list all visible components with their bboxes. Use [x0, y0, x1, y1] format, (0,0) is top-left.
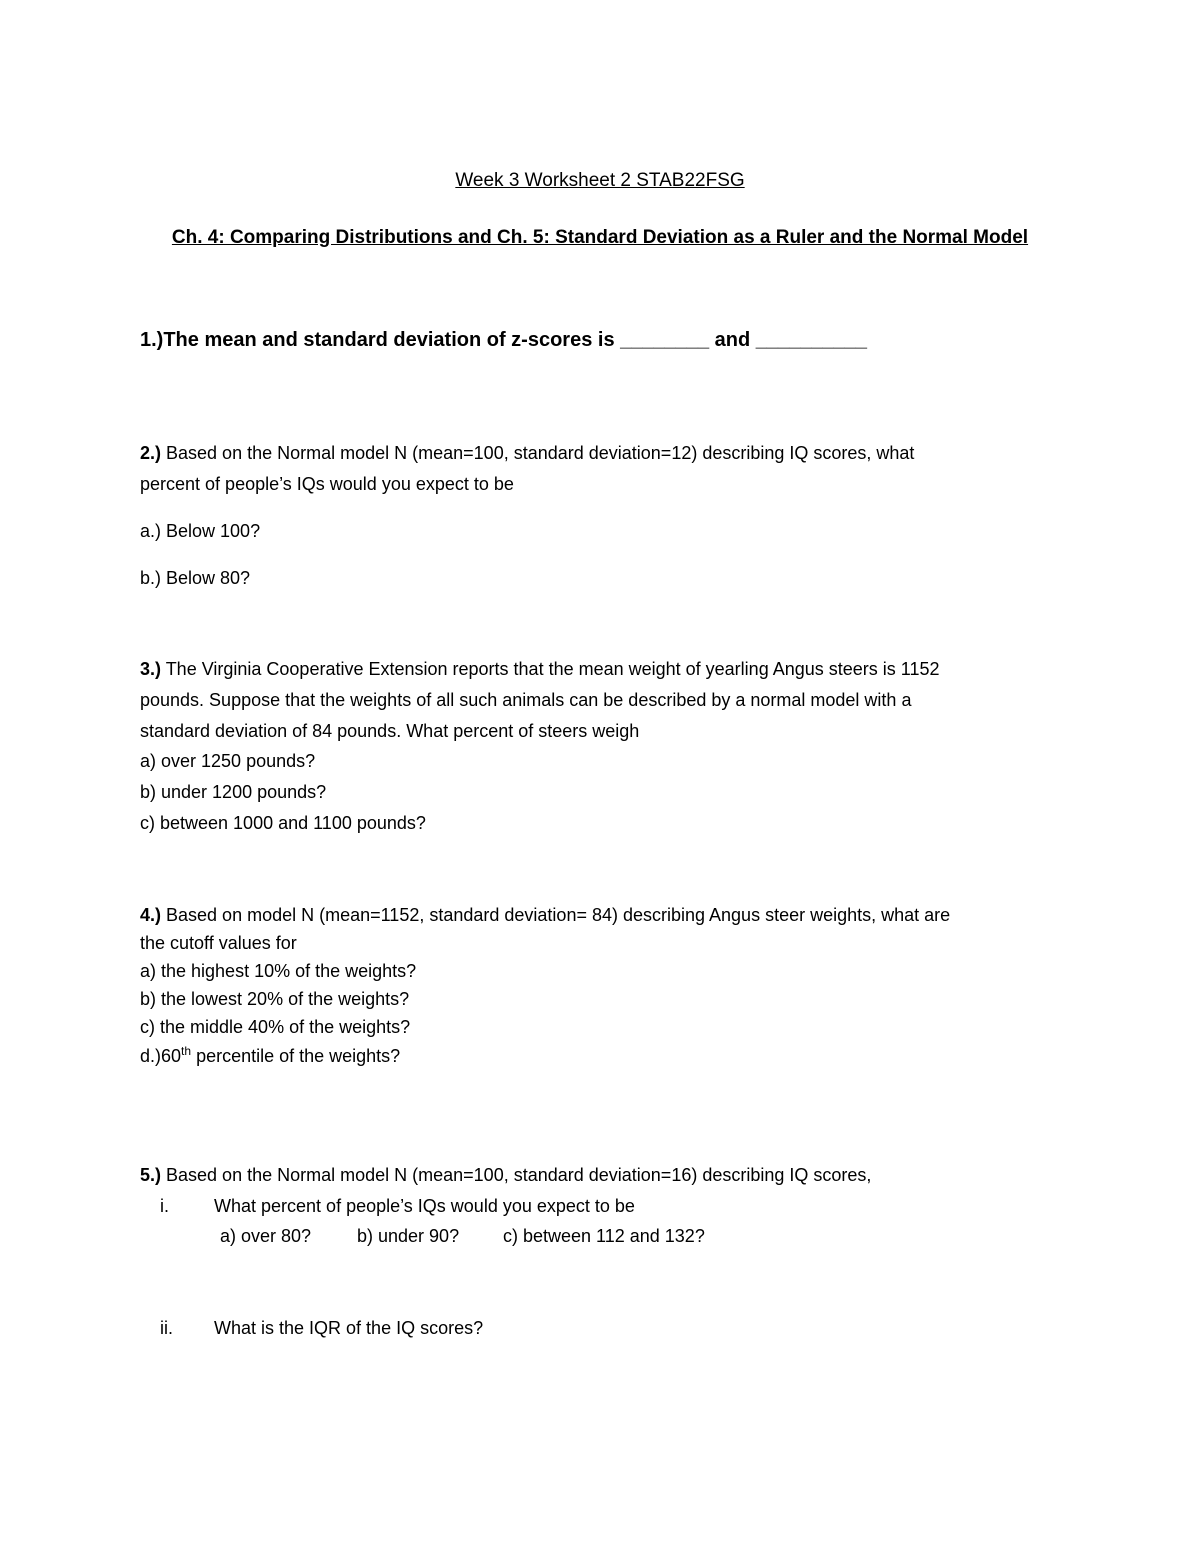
question-5-part-i-label: i.	[160, 1196, 169, 1216]
question-5-part-i-b: b) under 90?	[357, 1226, 460, 1246]
question-4-line-1	[140, 904, 950, 926]
worksheet-subtitle: Ch. 4: Comparing Distributions and Ch. 5: Standard Deviation as a Ruler and the Normal Model	[171, 227, 1029, 248]
question-4-line-2: the cutoff values for	[140, 933, 297, 953]
question-3-line-1	[140, 658, 939, 680]
question-3-text: The Virginia Cooperative Extension reports that the mean weight of yearling Angus steers is 1152	[161, 659, 940, 679]
question-4-part-b: b) the lowest 20% of the weights?	[140, 989, 410, 1009]
question-5-part-ii	[160, 1317, 483, 1339]
question-5-part-i-text: What percent of people’s IQs would you expect to be	[214, 1196, 635, 1216]
question-2-line-1	[140, 442, 914, 464]
question-4-part-d-number: 60	[161, 1046, 182, 1066]
question-2-number: 2.)	[140, 443, 162, 463]
question-4-part-d-prefix: d.)	[140, 1046, 162, 1066]
question-2-line-2: percent of people’s IQs would you expect to be	[140, 474, 514, 494]
question-2-text: Based on the Normal model N (mean=100, standard deviation=12) describing IQ scores, what	[161, 443, 915, 463]
question-3-line-2: pounds. Suppose that the weights of all such animals can be described by a normal model with a	[140, 690, 912, 710]
worksheet-title: Week 3 Worksheet 2 STAB22FSG	[455, 170, 745, 191]
question-4-number: 4.)	[140, 905, 162, 925]
question-4-part-c: c) the middle 40% of the weights?	[140, 1017, 411, 1037]
question-3-number: 3.)	[140, 659, 162, 679]
question-1: 1.)The mean and standard deviation of z-scores is ________ and __________	[140, 329, 868, 351]
question-5-number: 5.)	[140, 1165, 162, 1185]
question-3-part-c: c) between 1000 and 1100 pounds?	[140, 813, 426, 833]
question-5-part-ii-text: What is the IQR of the IQ scores?	[214, 1318, 484, 1338]
question-2-part-a: a.) Below 100?	[140, 521, 261, 541]
question-4-part-d-ordinal: th	[181, 1044, 192, 1058]
question-5-part-ii-label: ii.	[160, 1318, 173, 1338]
question-5-part-i-c: c) between 112 and 132?	[503, 1226, 705, 1246]
question-5-text: Based on the Normal model N (mean=100, standard deviation=16) describing IQ scores,	[161, 1165, 872, 1185]
question-4-text: Based on model N (mean=1152, standard deviation= 84) describing Angus steer weights, what are	[161, 905, 951, 925]
question-3-part-b: b) under 1200 pounds?	[140, 782, 327, 802]
question-5-part-i	[160, 1195, 635, 1217]
question-5-line-1	[140, 1164, 871, 1186]
question-3-part-a: a) over 1250 pounds?	[140, 751, 316, 771]
question-4-part-a: a) the highest 10% of the weights?	[140, 961, 417, 981]
question-3-line-3: standard deviation of 84 pounds. What percent of steers weigh	[140, 721, 640, 741]
question-2-part-b: b.) Below 80?	[140, 568, 251, 588]
question-5-part-i-a: a) over 80?	[220, 1226, 312, 1246]
question-4-part-d-text: percentile of the weights?	[191, 1046, 401, 1066]
question-4-part-d	[140, 1045, 400, 1067]
